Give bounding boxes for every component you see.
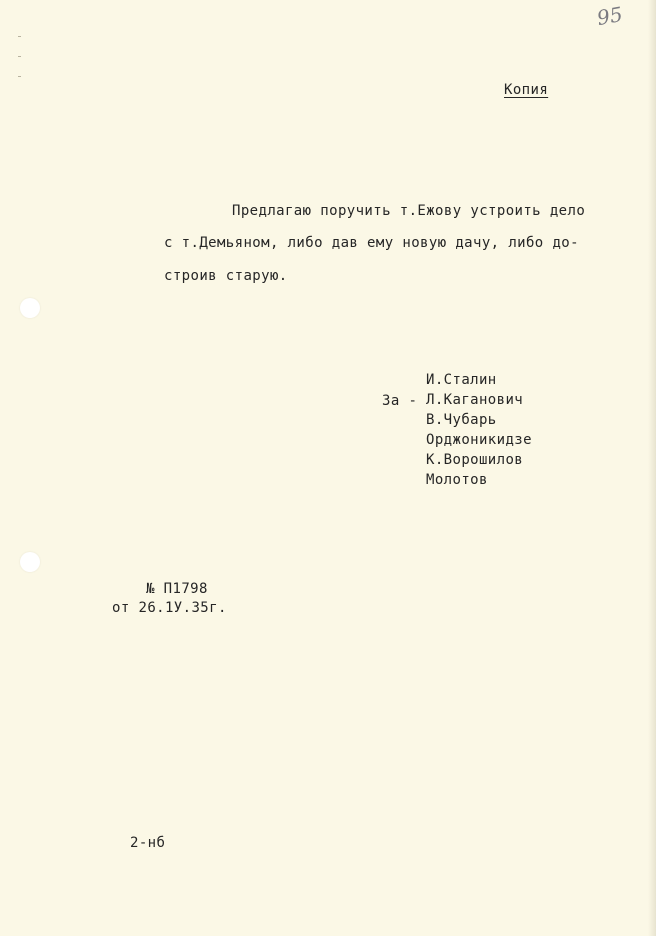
reference-date: от 26.1У.35г. — [112, 600, 227, 616]
signature-name: Орджоникидзе — [426, 432, 532, 448]
margin-tick — [18, 56, 21, 57]
signature-name: И.Сталин — [426, 372, 497, 388]
signature-name: Молотов — [426, 472, 488, 488]
signature-name: Л.Каганович — [426, 392, 524, 408]
signature-prefix: За - — [382, 393, 418, 409]
signature-name: В.Чубарь — [426, 412, 497, 428]
punch-hole — [20, 552, 40, 572]
signature-list — [426, 370, 532, 490]
margin-tick — [18, 36, 21, 37]
margin-tick — [18, 76, 21, 77]
body-line: Предлагаю поручить т.Ежову устроить дело — [232, 203, 586, 219]
punch-hole — [20, 298, 40, 318]
copy-label: Копия — [504, 82, 549, 98]
page-edge-shadow — [648, 0, 656, 936]
body-line: строив старую. — [164, 268, 288, 284]
document-code: 2-нб — [130, 835, 166, 851]
reference-number: № П1798 — [146, 581, 208, 597]
body-line: с т.Демьяном, либо дав ему новую дачу, либо до- — [164, 235, 579, 251]
signature-name: К.Ворошилов — [426, 452, 524, 468]
archive-page-number: 95 — [595, 1, 625, 31]
